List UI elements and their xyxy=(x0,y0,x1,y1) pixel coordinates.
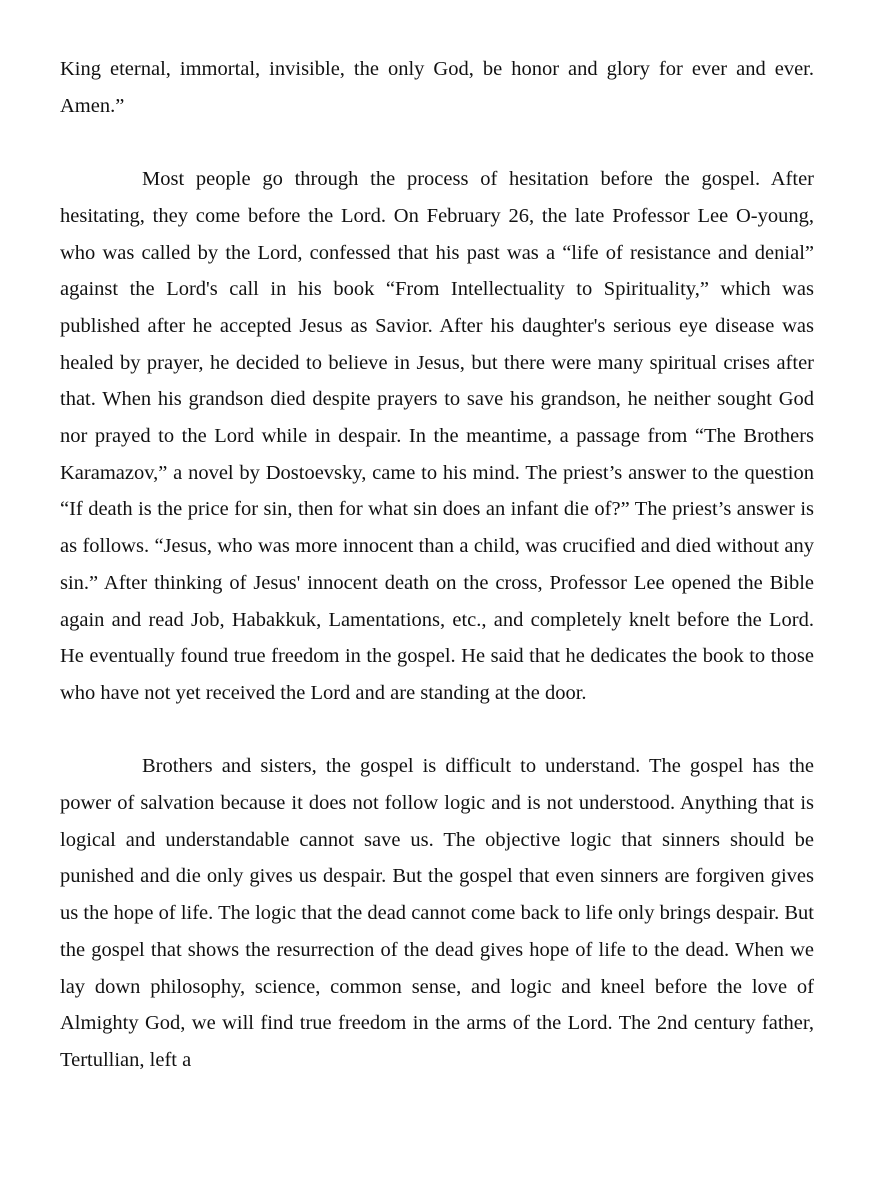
paragraph-hesitation: Most people go through the process of hesitation before the gospel. After hesitating, they come before the Lord. On February 26, the late Professor Lee O-young, who was called by the Lord, confessed that his past was a “life of resistance and denial” against the Lord's call in his book “From Intellectuality to Spirituality,” which was published after he accepted Jesus as Savior. After his daughter's serious eye disease was healed by prayer, he decided to believe in Jesus, but there were many spiritual crises after that. When his grandson died despite prayers to save his grandson, he neither sought God nor prayed to the Lord while in despair. In the meantime, a passage from “The Brothers Karamazov,” a novel by Dostoevsky, came to his mind. The priest’s answer to the question “If death is the price for sin, then for what sin does an infant die of?” The priest’s answer is as follows. “Jesus, who was more innocent than a child, was crucified and died without any sin.” After thinking of Jesus' innocent death on the cross, Professor Lee opened the Bible again and read Job, Habakkuk, Lamentations, etc., and completely knelt before the Lord. He eventually found true freedom in the gospel. He said that he dedicates the book to those who have not yet received the Lord and are standing at the door. xyxy=(60,168,814,704)
paragraph-gap xyxy=(60,124,814,161)
paragraph-continuation: King eternal, immortal, invisible, the only God, be honor and glory for ever and ever. Amen.” xyxy=(60,58,814,117)
paragraph-gospel-logic: Brothers and sisters, the gospel is difficult to understand. The gospel has the power of salvation because it does not follow logic and is not understood. Anything that is logical and understandable cannot save us. The objective logic that sinners should be punished and die only gives us despair. But the gospel that even sinners are forgiven gives us the hope of life. The logic that the dead cannot come back to life only brings despair. But the gospel that shows the resurrection of the dead gives hope of life to the dead. When we lay down philosophy, science, common sense, and logic and kneel before the love of Almighty God, we will find true freedom in the arms of the Lord. The 2nd century father, Tertullian, left a xyxy=(60,755,814,1071)
paragraph-gap xyxy=(60,712,814,749)
document-page xyxy=(60,51,814,1079)
